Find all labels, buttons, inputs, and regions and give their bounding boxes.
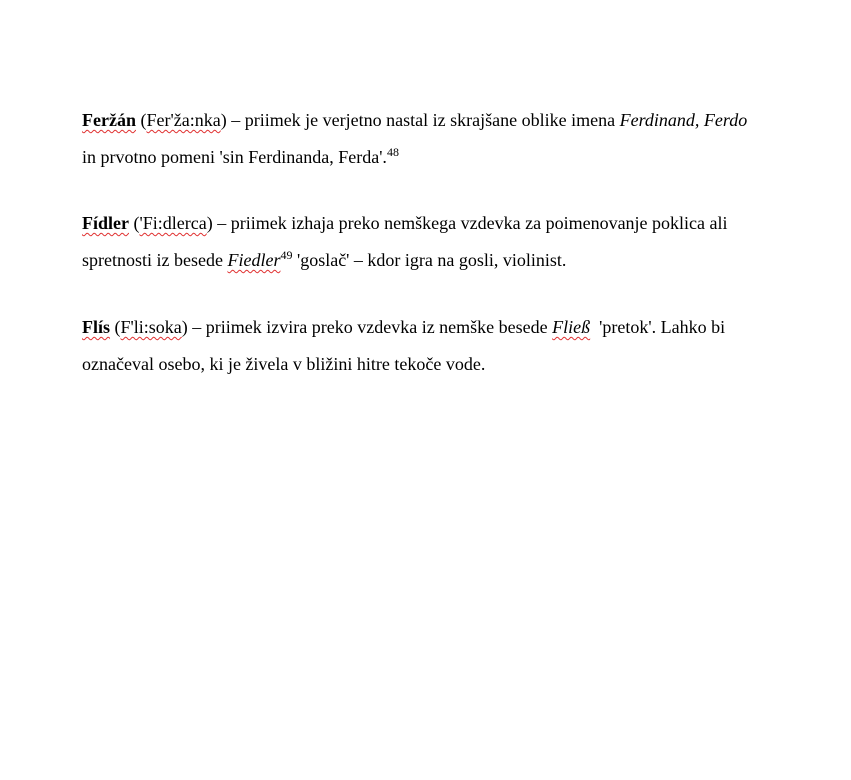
- dictionary-entry-fidler: [82, 205, 802, 281]
- open-paren: (: [110, 317, 121, 337]
- headword: Feržán: [82, 110, 136, 130]
- dictionary-entry-flis: [82, 309, 802, 383]
- pronunciation: Fer'ža:nka: [146, 110, 221, 130]
- entry-text: 'pretok'. Lahko bi: [590, 317, 726, 337]
- italic-term: Fließ: [552, 317, 591, 337]
- headword: Flís: [82, 317, 111, 337]
- entry-line: [82, 139, 802, 178]
- footnote-reference[interactable]: 49: [280, 248, 293, 262]
- footnote-reference[interactable]: 48: [386, 145, 399, 159]
- entry-line: [82, 205, 802, 242]
- entry-text: označeval osebo, ki je živela v bližini hitre tekoče vode.: [82, 354, 486, 374]
- italic-term: Fiedler: [227, 250, 281, 270]
- entry-text: 'goslač' – kdor igra na gosli, violinist.: [292, 250, 567, 270]
- pronunciation: F'li:soka: [120, 317, 182, 337]
- open-paren: (: [129, 213, 140, 233]
- entry-line: [82, 346, 802, 383]
- entry-line: [82, 242, 802, 281]
- entry-text: ) – priimek je verjetno nastal iz skrajšane oblike imena: [220, 110, 620, 130]
- entry-text: spretnosti iz besede: [82, 250, 228, 270]
- entry-line: [82, 102, 802, 139]
- headword: Fídler: [82, 213, 129, 233]
- entry-line: [82, 309, 802, 346]
- dictionary-entry-ferzan: [82, 102, 802, 178]
- open-paren: (: [135, 110, 147, 130]
- entry-text: ) – priimek izhaja preko nemškega vzdevka za poimenovanje poklica ali: [206, 213, 728, 233]
- entry-text: ) – priimek izvira preko vzdevka iz nemške besede: [181, 317, 553, 337]
- entry-text: in prvotno pomeni 'sin Ferdinanda, Ferda'.: [82, 147, 387, 167]
- pronunciation: 'Fi:dlerca: [139, 213, 207, 233]
- italic-term: Ferdinand, Ferdo: [619, 110, 748, 130]
